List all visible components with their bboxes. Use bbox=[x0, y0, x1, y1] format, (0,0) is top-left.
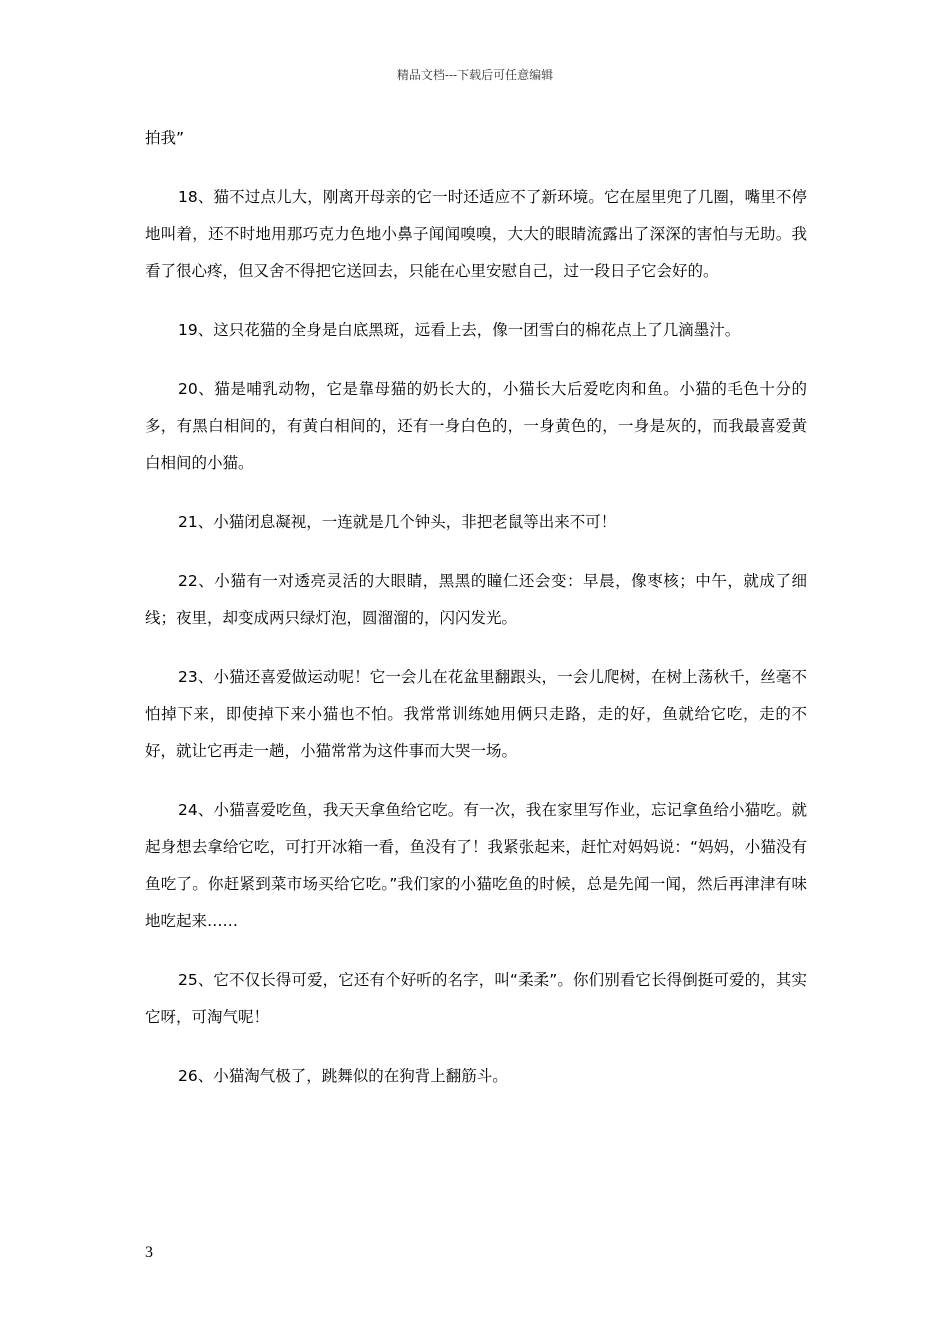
page-number: 3 bbox=[145, 1244, 153, 1261]
paragraph-25: 25、它不仅长得可爱，它还有个好听的名字，叫“柔柔”。你们别看它长得倒挺可爱的，其实它呀，可淘气呢！ bbox=[145, 971, 807, 1026]
paragraph-18: 18、猫不过点儿大，刚离开母亲的它一时还适应不了新环境。它在屋里兜了几圈，嘴里不停地叫着，还不时地用那巧克力色地小鼻子闻闻嗅嗅，大大的眼睛流露出了深深的害怕与无助。我看了很心疼，但又舍不得把它送回去，只能在心里安慰自己，过一段日子它会好的。 bbox=[145, 188, 807, 280]
paragraph-21: 21、小猫闭息凝视，一连就是几个钟头，非把老鼠等出来不可！ bbox=[178, 513, 617, 531]
paragraph-22: 22、小猫有一对透亮灵活的大眼睛，黑黑的瞳仁还会变：早晨，像枣核；中午，就成了细线；夜里，却变成两只绿灯泡，圆溜溜的，闪闪发光。 bbox=[145, 572, 807, 627]
page-header: 精品文档---下载后可任意编辑 bbox=[396, 68, 554, 82]
paragraph-26: 26、小猫淘气极了，跳舞似的在狗背上翻筋斗。 bbox=[178, 1067, 508, 1085]
paragraph-24: 24、小猫喜爱吃鱼，我天天拿鱼给它吃。有一次，我在家里写作业，忘记拿鱼给小猫吃。就起身想去拿给它吃，可打开冰箱一看，鱼没有了！我紧张起来，赶忙对妈妈说：“妈妈，小猫没有鱼吃了。你赶紧到菜市场买给它吃。”我们家的小猫吃鱼的时候，总是先闻一闻，然后再津津有味地吃起来…… bbox=[145, 801, 807, 930]
paragraph-20: 20、猫是哺乳动物，它是靠母猫的奶长大的，小猫长大后爱吃肉和鱼。小猫的毛色十分的多，有黑白相间的，有黄白相间的，还有一身白色的，一身黄色的，一身是灰的，而我最喜爱黄白相间的小猫。 bbox=[145, 380, 807, 472]
paragraph-19: 19、这只花猫的全身是白底黑斑，远看上去，像一团雪白的棉花点上了几滴墨汁。 bbox=[178, 321, 741, 339]
paragraph-23: 23、小猫还喜爱做运动呢！它一会儿在花盆里翻跟头，一会儿爬树，在树上荡秋千，丝毫不怕掉下来，即使掉下来小猫也不怕。我常常训练她用俩只走路，走的好，鱼就给它吃，走的不好，就让它再走一趟，小猫常常为这件事而大哭一场。 bbox=[145, 668, 807, 760]
document-body bbox=[145, 120, 807, 1117]
paragraph-continuation: 拍我” bbox=[145, 129, 185, 147]
